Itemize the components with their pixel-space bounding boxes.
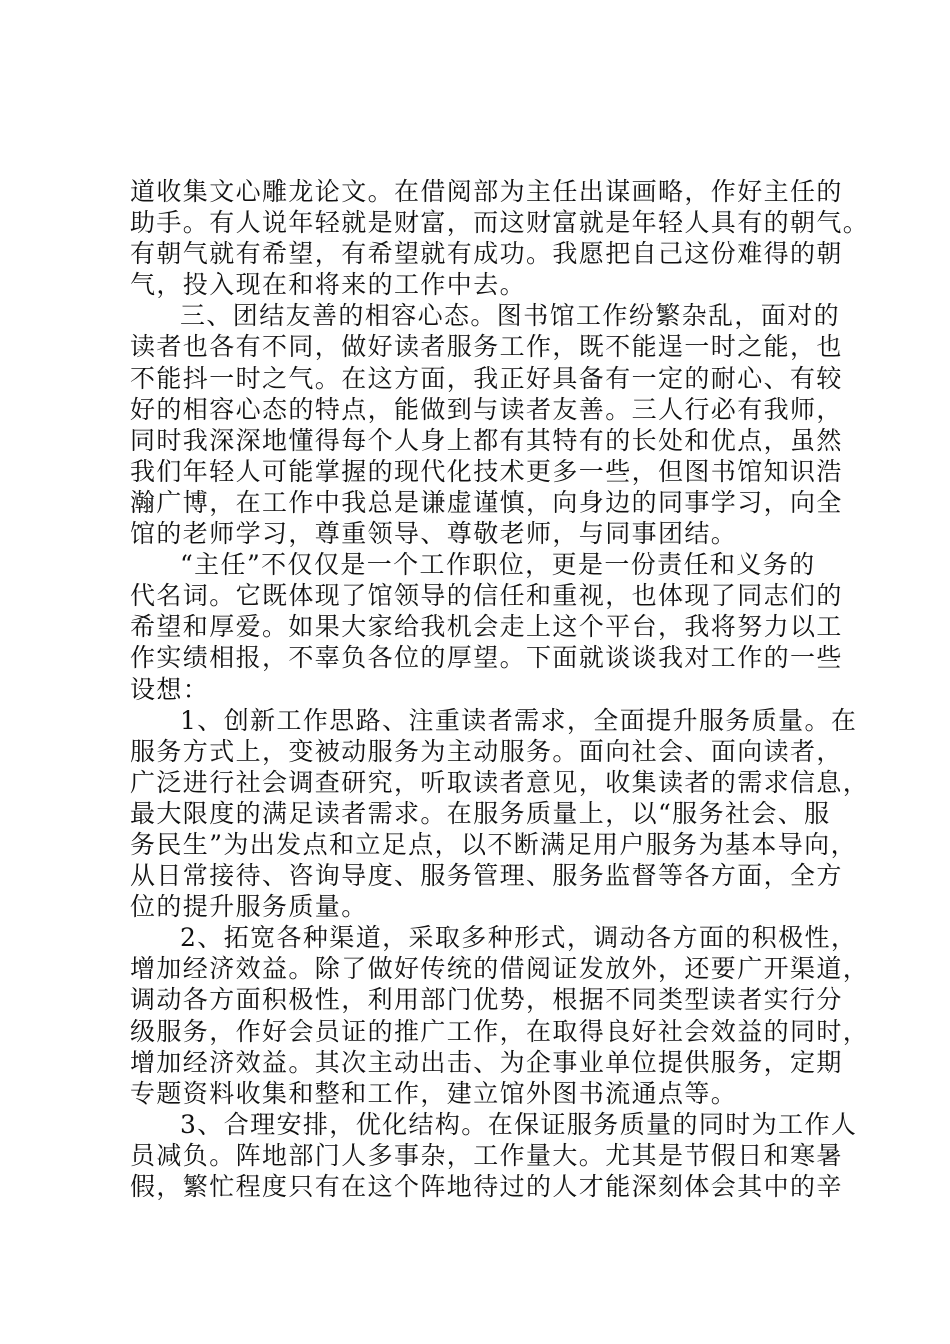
paragraph-start-line: 三、团结友善的相容心态。图书馆工作纷繁杂乱，面对的 — [180, 301, 841, 331]
text-line: 假，繁忙程度只有在这个阵地待过的人才能深刻体会其中的辛 — [130, 1172, 843, 1201]
text-line: 助手。有人说年轻就是财富，而这财富就是年轻人具有的朝气。 — [130, 208, 870, 238]
text-line: 我们年轻人可能掌握的现代化技术更多一些，但图书馆知识浩 — [130, 456, 843, 486]
text-line: 位的提升服务质量。 — [130, 892, 368, 922]
paragraph-start-line: 3、合理安排，优化结构。在保证服务质量的同时为工作人 — [180, 1109, 858, 1139]
text-line: 道收集文心雕龙论文。在借阅部为主任出谋画略，作好主任的 — [130, 177, 843, 206]
text-line: 同时我深深地懂得每个人身上都有其特有的长处和优点，虽然 — [130, 425, 843, 455]
text-line: 员减负。阵地部门人多事杂，工作量大。尤其是节假日和寒暑 — [130, 1140, 843, 1170]
text-line: 好的相容心态的特点，能做到与读者友善。三人行必有我师， — [130, 394, 843, 424]
text-line: 瀚广博，在工作中我总是谦虚谨慎，向身边的同事学习，向全 — [130, 487, 843, 517]
text-line: 作实绩相报，不辜负各位的厚望。下面就谈谈我对工作的一些 — [130, 643, 843, 673]
text-line: 希望和厚爱。如果大家给我机会走上这个平台，我将努力以工 — [130, 612, 843, 642]
paragraph-start-line: 2、拓宽各种渠道，采取多种形式，调动各方面的积极性， — [180, 923, 858, 953]
text-line: 最大限度的满足读者需求。在服务质量上，以“服务社会、服 — [130, 798, 831, 828]
text-line: 设想： — [130, 674, 210, 704]
text-line: 从日常接待、咨询导度、服务管理、服务监督等各方面，全方 — [130, 861, 843, 891]
paragraph-start-line: 1、创新工作思路、注重读者需求，全面提升服务质量。在 — [180, 705, 858, 735]
text-line: 增加经济效益。其次主动出击、为企事业单位提供服务，定期 — [130, 1047, 843, 1077]
text-line: 读者也各有不同，做好读者服务工作，既不能逞一时之能，也 — [130, 332, 843, 362]
text-line: 务民生”为出发点和立足点，以不断满足用户服务为基本导向， — [130, 829, 857, 859]
text-line: 馆的老师学习，尊重领导、尊敬老师，与同事团结。 — [130, 519, 738, 549]
text-line: 代名词。它既体现了馆领导的信任和重视，也体现了同志们的 — [130, 581, 843, 611]
text-line: 增加经济效益。除了做好传统的借阅证发放外，还要广开渠道， — [130, 954, 870, 984]
text-line: 不能抖一时之气。在这方面，我正好具备有一定的耐心、有较 — [130, 363, 843, 393]
text-line: 气，投入现在和将来的工作中去。 — [130, 270, 527, 300]
text-line: 有朝气就有希望，有希望就有成功。我愿把自己这份难得的朝 — [130, 239, 843, 269]
text-line: 调动各方面积极性，利用部门优势，根据不同类型读者实行分 — [130, 985, 843, 1015]
text-line: 服务方式上，变被动服务为主动服务。面向社会、面向读者， — [130, 736, 843, 766]
text-line: 专题资料收集和整和工作，建立馆外图书流通点等。 — [130, 1078, 738, 1108]
body-text — [130, 176, 870, 1202]
text-line: 级服务，作好会员证的推广工作，在取得良好社会效益的同时， — [130, 1016, 870, 1046]
paragraph-start-line: “主任”不仅仅是一个工作职位，更是一份责任和义务的 — [180, 550, 816, 580]
text-line: 广泛进行社会调查研究，听取读者意见，收集读者的需求信息， — [130, 767, 870, 797]
